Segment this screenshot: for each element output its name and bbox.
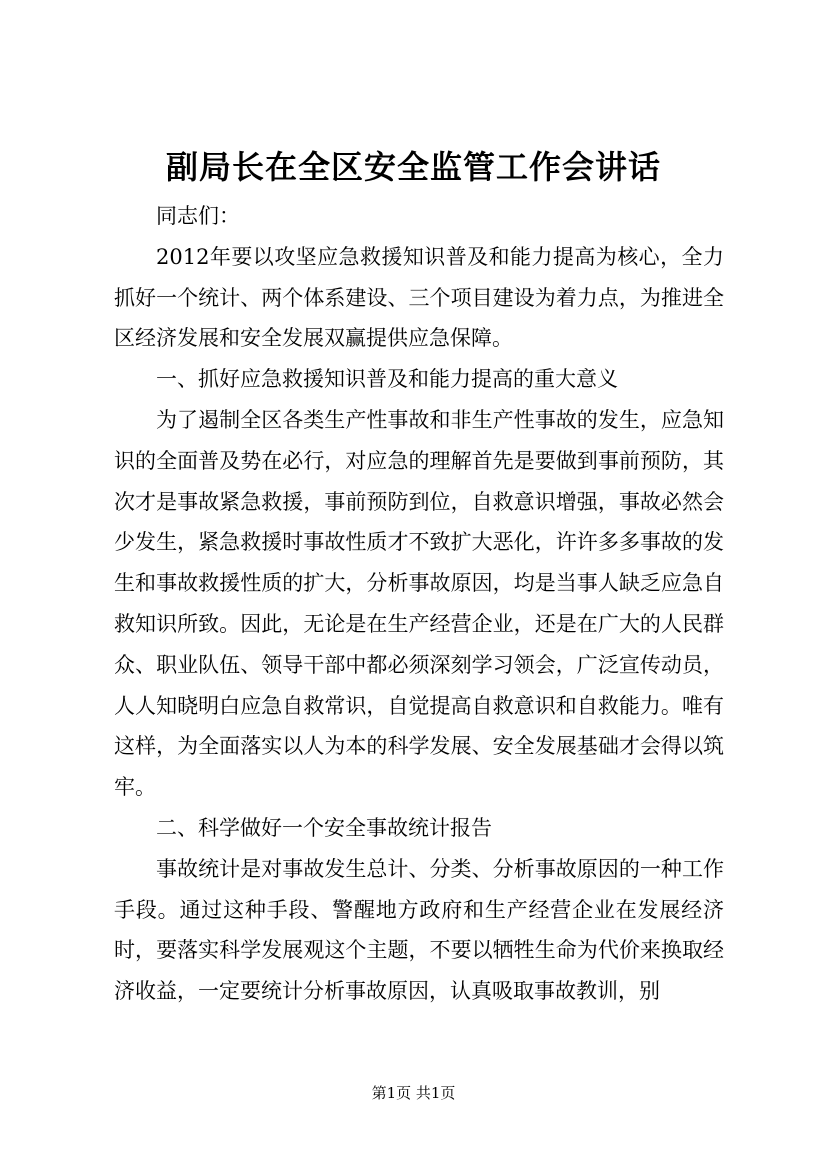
section-heading-2: 二、科学做好一个安全事故统计报告 xyxy=(156,815,492,840)
paragraph-intro: 2012年要以攻坚应急救援知识普及和能力提高为核心，全力抓好一个统计、两个体系建设、三个项目建设为着力点，为推进全区经济发展和安全发展双赢提供应急保障。 xyxy=(114,244,724,351)
paragraph-greeting: 同志们： xyxy=(156,204,240,228)
page-number-footer: 第1页 共1页 xyxy=(371,1084,456,1102)
document-title: 副局长在全区安全监管工作会讲话 xyxy=(165,148,661,186)
section-heading-1: 一、抓好应急救援知识普及和能力提高的重大意义 xyxy=(156,367,618,392)
paragraph-section-2: 事故统计是对事故发生总计、分类、分析事故原因的一种工作手段。通过这种手段、警醒地方政府和生产经营企业在发展经济时，要落实科学发展观这个主题，不要以牺牲生命为代价来换取经济收益，一定要统计分析事故原因，认真吸取事故教训，别 xyxy=(114,856,724,1004)
paragraph-section-1: 为了遏制全区各类生产性事故和非生产性事故的发生，应急知识的全面普及势在必行，对应急的理解首先是要做到事前预防，其次才是事故紧急救援，事前预防到位，自救意识增强，事故必然会少发生，紧急救援时事故性质才不致扩大恶化，许许多多事故的发生和事故救援性质的扩大，分析事故原因，均是当事人缺乏应急自救知识所致。因此，无论是在生产经营企业，还是在广大的人民群众、职业队伍、领导干部中都必须深刻学习领会，广泛宣传动员，人人知晓明白应急自救常识，自觉提高自救意识和自救能力。唯有这样，为全面落实以人为本的科学发展、安全发展基础才会得以筑牢。 xyxy=(114,407,724,800)
document-body xyxy=(114,196,724,1012)
